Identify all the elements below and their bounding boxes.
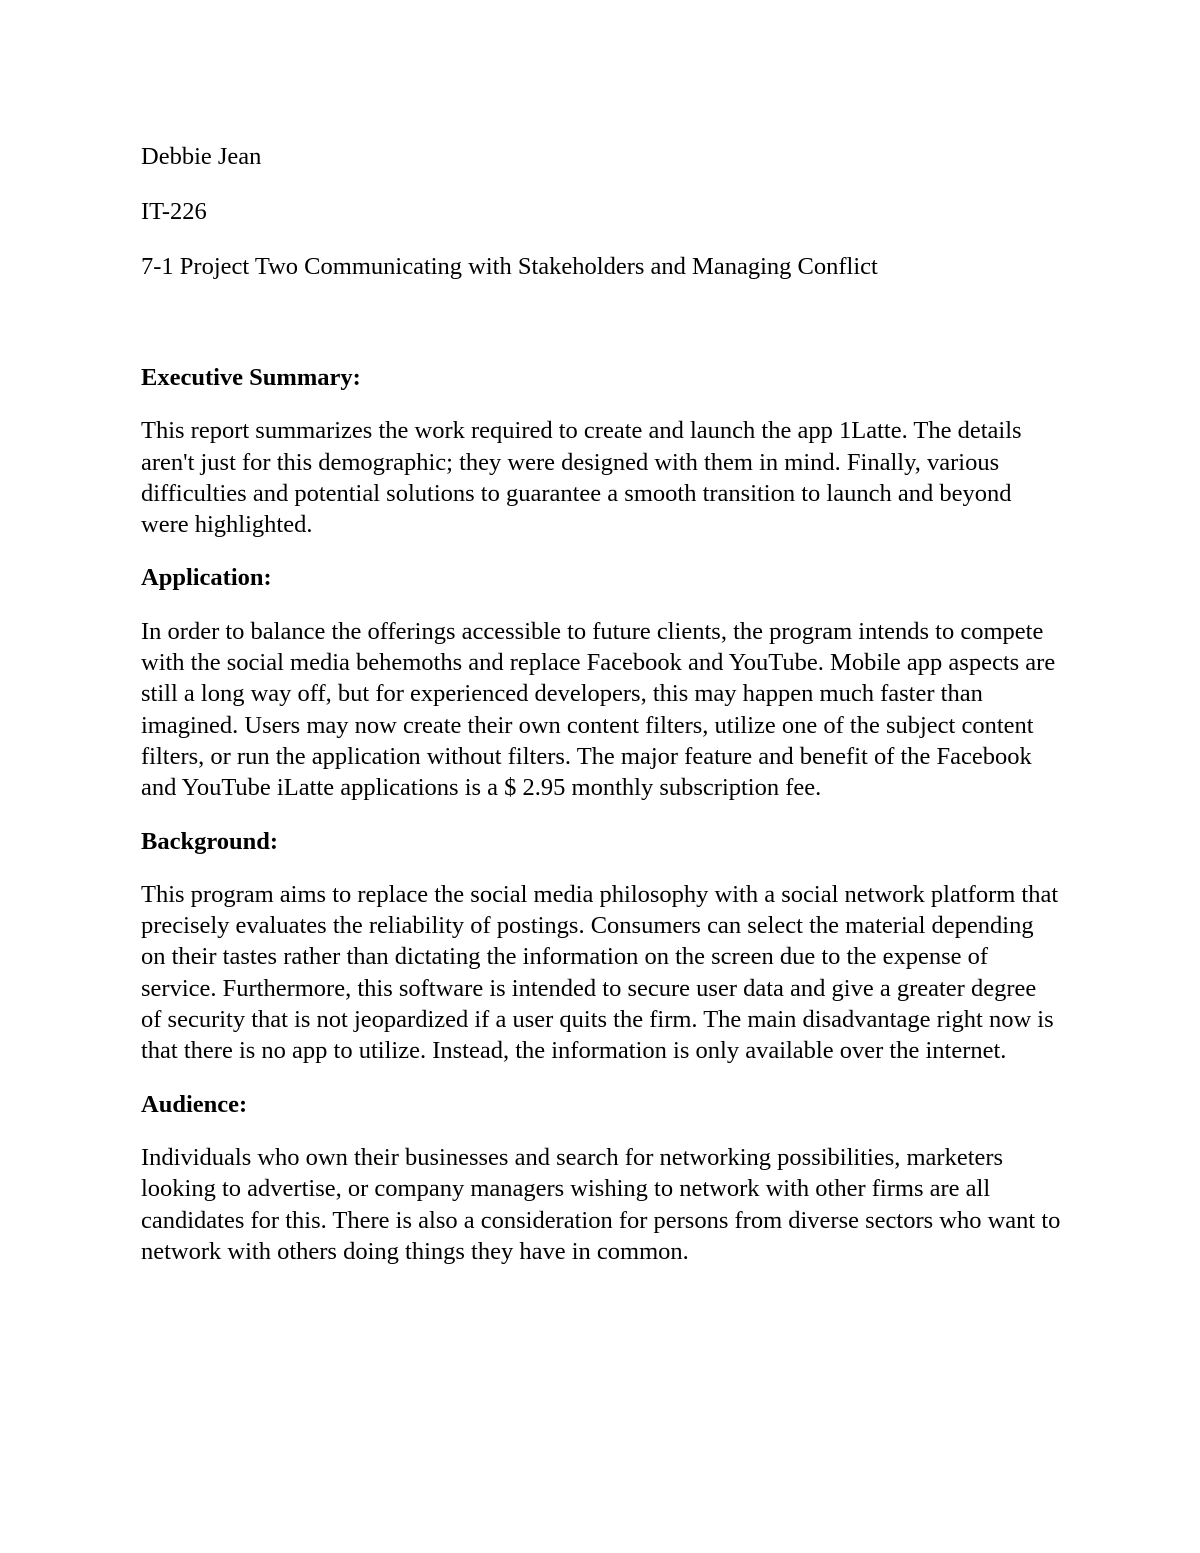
section-body-application: In order to balance the offerings accessible to future clients, the program intends to compete with the social media behemoths and replace Facebook and YouTube. Mobile app aspects are still a long way off, but for experienced developers, this may happen much faster than imagined. Users may now create their own content filters, utilize one of the subject content filters, or run the application without filters. The major feature and benefit of the Facebook and YouTube iLatte applications is a $ 2.95 monthly subscription fee. [141,617,1056,802]
section-body-executive-summary: This report summarizes the work required to create and launch the app 1Latte. The details aren't just for this demographic; they were designed with them in mind. Finally, various difficulties and potential solutions to guarantee a smooth transition to launch and beyond were highlighted. [141,417,1022,539]
author-name: Debbie Jean [141,143,262,170]
course-code: IT-226 [141,198,207,225]
document-title: 7-1 Project Two Communicating with Stakeholders and Managing Conflict [141,253,878,280]
section-body-background: This program aims to replace the social media philosophy with a social network platform that precisely evaluates the reliability of postings. Consumers can select the material depending on their tastes rather than dictating the information on the screen due to the expense of service. Furthermore, this software is intended to secure user data and give a greater degree of security that is not jeopardized if a user quits the firm. The main disadvantage right now is that there is no app to utilize. Instead, the information is only available over the internet. [141,880,1059,1065]
document-body [141,141,1061,1267]
section-heading-audience: Audience: [141,1090,248,1118]
section-body-audience: Individuals who own their businesses and search for networking possibilities, marketers looking to advertise, or company managers wishing to network with other firms are all candidates for this. There is also a consideration for persons from diverse sectors who want to network with others doing things they have in common. [141,1143,1061,1265]
section-heading-background: Background: [141,827,279,855]
section-heading-executive-summary: Executive Summary: [141,364,361,391]
section-heading-application: Application: [141,564,272,592]
